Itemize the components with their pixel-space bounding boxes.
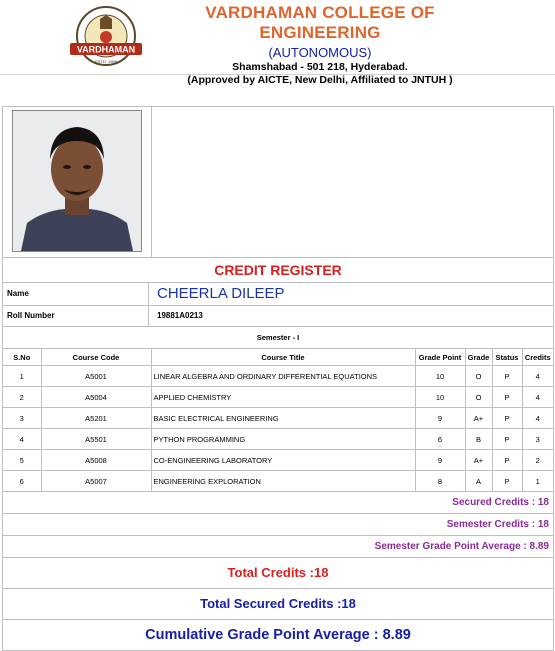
semester-heading: Semester - I — [3, 327, 553, 349]
cell-sno: 3 — [3, 408, 41, 429]
college-header — [0, 0, 555, 86]
cell-course-title: CO-ENGINEERING LABORATORY — [151, 450, 415, 471]
cell-course-code: A5001 — [41, 366, 151, 387]
cell-sno: 2 — [3, 387, 41, 408]
cell-credits: 3 — [522, 429, 553, 450]
logo-estd: ESTD. 1999 — [95, 59, 117, 64]
name-label: Name — [3, 283, 149, 305]
cell-credits: 1 — [522, 471, 553, 492]
cell-grade: A+ — [465, 450, 492, 471]
cell-credits: 2 — [522, 450, 553, 471]
roll-row — [3, 306, 553, 327]
student-photo — [12, 110, 142, 252]
cell-credits: 4 — [522, 387, 553, 408]
credit-register-sheet — [2, 106, 554, 651]
table-header-row — [3, 349, 553, 366]
cell-grade: B — [465, 429, 492, 450]
photo-divider — [151, 107, 152, 257]
table-row — [3, 429, 553, 450]
cell-grade: A — [465, 471, 492, 492]
cumulative-gpa: Cumulative Grade Point Average : 8.89 — [145, 627, 411, 643]
total-credits: Total Credits :18 — [3, 558, 553, 589]
cell-status: P — [492, 450, 522, 471]
table-row — [3, 471, 553, 492]
logo-text: VARDHAMAN — [76, 44, 136, 55]
name-row — [3, 283, 553, 306]
college-address: Shamshabad - 501 218, Hyderabad. — [232, 61, 408, 73]
photo-row — [3, 107, 553, 258]
header-sno: S.No — [3, 349, 41, 366]
cell-course-title: PYTHON PROGRAMMING — [151, 429, 415, 450]
cell-status: P — [492, 387, 522, 408]
cell-course-title: LINEAR ALGEBRA AND ORDINARY DIFFERENTIAL EQUATIONS — [151, 366, 415, 387]
cell-sno: 1 — [3, 366, 41, 387]
cell-credits: 4 — [522, 366, 553, 387]
header-grade: Grade — [465, 349, 492, 366]
total-secured-credits: Total Secured Credits :18 — [3, 589, 553, 620]
college-approval: (Approved by AICTE, New Delhi, Affiliated to JNTUH ) — [187, 74, 453, 86]
cell-status: P — [492, 471, 522, 492]
cell-sno: 6 — [3, 471, 41, 492]
student-name: CHEERLA DILEEP — [157, 285, 285, 302]
secured-credits: Secured Credits : 18 — [3, 492, 553, 514]
cell-status: P — [492, 408, 522, 429]
cell-grade-point: 10 — [415, 366, 465, 387]
roll-number: 19881A0213 — [157, 311, 203, 320]
table-row — [3, 408, 553, 429]
college-name: VARDHAMAN COLLEGE OF ENGINEERING — [205, 3, 435, 42]
cell-course-code: A5008 — [41, 450, 151, 471]
college-logo — [64, 5, 148, 69]
header-status: Status — [492, 349, 522, 366]
semester-gpa: Semester Grade Point Average : 8.89 — [3, 536, 553, 558]
college-info — [150, 3, 490, 87]
cell-grade: O — [465, 387, 492, 408]
cell-course-title: BASIC ELECTRICAL ENGINEERING — [151, 408, 415, 429]
cell-sno: 5 — [3, 450, 41, 471]
table-row — [3, 387, 553, 408]
courses-table — [3, 349, 553, 492]
cell-course-title: ENGINEERING EXPLORATION — [151, 471, 415, 492]
cell-course-code: A5201 — [41, 408, 151, 429]
cell-status: P — [492, 429, 522, 450]
header-grade-point: Grade Point — [415, 349, 465, 366]
cell-grade: O — [465, 366, 492, 387]
cell-grade-point: 10 — [415, 387, 465, 408]
roll-label: Roll Number — [3, 306, 149, 326]
cell-grade-point: 6 — [415, 429, 465, 450]
header-course-code: Course Code — [41, 349, 151, 366]
cell-course-code: A5501 — [41, 429, 151, 450]
table-row — [3, 450, 553, 471]
header-credits: Credits — [522, 349, 553, 366]
college-autonomous: (AUTONOMOUS) — [268, 45, 372, 60]
cell-course-code: A5004 — [41, 387, 151, 408]
cell-course-title: APPLIED CHEMISTRY — [151, 387, 415, 408]
semester-credits: Semester Credits : 18 — [3, 514, 553, 536]
cell-grade: A+ — [465, 408, 492, 429]
table-row — [3, 366, 553, 387]
cell-grade-point: 9 — [415, 450, 465, 471]
cell-credits: 4 — [522, 408, 553, 429]
header-course-title: Course Title — [151, 349, 415, 366]
cell-grade-point: 9 — [415, 408, 465, 429]
cell-sno: 4 — [3, 429, 41, 450]
cell-status: P — [492, 366, 522, 387]
register-title: CREDIT REGISTER — [3, 258, 553, 283]
cell-grade-point: 8 — [415, 471, 465, 492]
cell-course-code: A5007 — [41, 471, 151, 492]
